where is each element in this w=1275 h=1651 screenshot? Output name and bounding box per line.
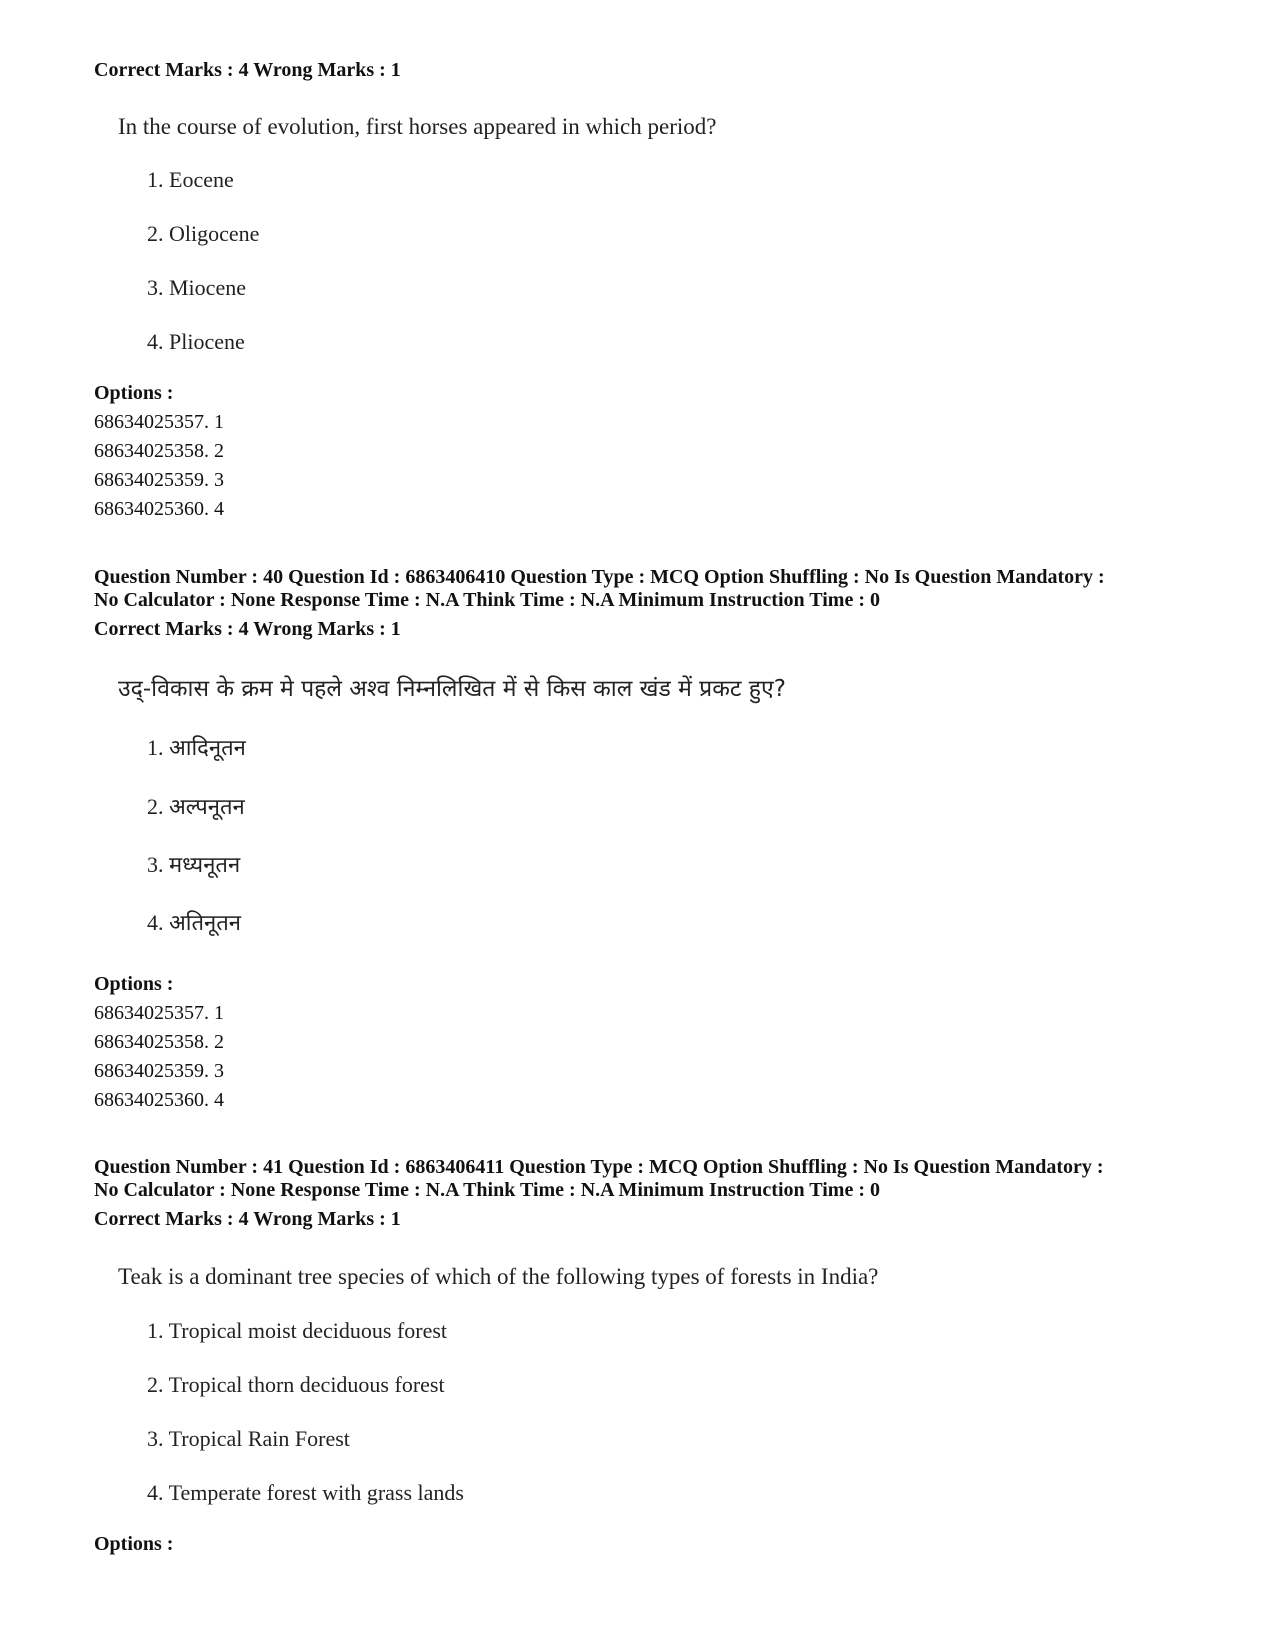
q41-choice-1: 1. Tropical moist deciduous forest <box>147 1318 448 1343</box>
q40-options-label: Options : <box>94 973 174 995</box>
top-option-row: 68634025358. 2 <box>94 440 224 462</box>
q40-option-row: 68634025358. 2 <box>94 1031 224 1053</box>
top-marks: Correct Marks : 4 Wrong Marks : 1 <box>94 59 401 81</box>
q41-header-line2: No Calculator : None Response Time : N.A Think Time : N.A Minimum Instruction Time : 0 <box>94 1179 880 1201</box>
q41-header-line1: Question Number : 41 Question Id : 6863406411 Question Type : MCQ Option Shuffling : No Is Question Mandatory : <box>94 1156 1104 1178</box>
choice-number: 4. <box>147 910 164 935</box>
q41-choice-4: 4. Temperate forest with grass lands <box>147 1480 464 1505</box>
q40-option-row: 68634025359. 3 <box>94 1060 224 1082</box>
top-choice-4: 4. Pliocene <box>147 329 245 354</box>
q40-option-row: 68634025357. 1 <box>94 1002 224 1024</box>
q40-header-line1: Question Number : 40 Question Id : 6863406410 Question Type : MCQ Option Shuffling : No Is Question Mandatory : <box>94 566 1105 588</box>
q40-choice-1 <box>147 733 246 764</box>
q40-header-line2: No Calculator : None Response Time : N.A Think Time : N.A Minimum Instruction Time : 0 <box>94 589 880 611</box>
top-options-label: Options : <box>94 382 174 404</box>
choice-text: आदिनूतन <box>169 736 246 761</box>
top-question-text: In the course of evolution, first horses appeared in which period? <box>118 114 717 139</box>
q41-marks: Correct Marks : 4 Wrong Marks : 1 <box>94 1208 401 1230</box>
q40-choice-4 <box>147 908 241 939</box>
q40-option-row: 68634025360. 4 <box>94 1089 224 1111</box>
top-choice-3: 3. Miocene <box>147 275 246 300</box>
q40-choice-2 <box>147 792 245 823</box>
q41-question-text: Teak is a dominant tree species of which of the following types of forests in India? <box>118 1264 879 1289</box>
q40-choice-3 <box>147 850 240 881</box>
choice-number: 1. <box>147 735 164 760</box>
choice-text: अतिनूतन <box>169 911 242 936</box>
q41-choice-3: 3. Tropical Rain Forest <box>147 1426 350 1451</box>
top-option-row: 68634025357. 1 <box>94 411 224 433</box>
q41-choice-2: 2. Tropical thorn deciduous forest <box>147 1372 445 1397</box>
q41-options-label: Options : <box>94 1533 174 1555</box>
top-option-row: 68634025359. 3 <box>94 469 224 491</box>
choice-number: 3. <box>147 852 164 877</box>
choice-text: अल्पनूतन <box>169 795 245 820</box>
top-option-row: 68634025360. 4 <box>94 498 224 520</box>
choice-text: मध्यनूतन <box>169 853 241 878</box>
top-choice-2: 2. Oligocene <box>147 221 260 246</box>
q40-marks: Correct Marks : 4 Wrong Marks : 1 <box>94 618 401 640</box>
q40-question-text: उद्-विकास के क्रम मे पहले अश्व निम्नलिखित में से किस काल खंड में प्रकट हुए? <box>118 676 786 702</box>
top-choice-1: 1. Eocene <box>147 167 234 192</box>
choice-number: 2. <box>147 794 164 819</box>
